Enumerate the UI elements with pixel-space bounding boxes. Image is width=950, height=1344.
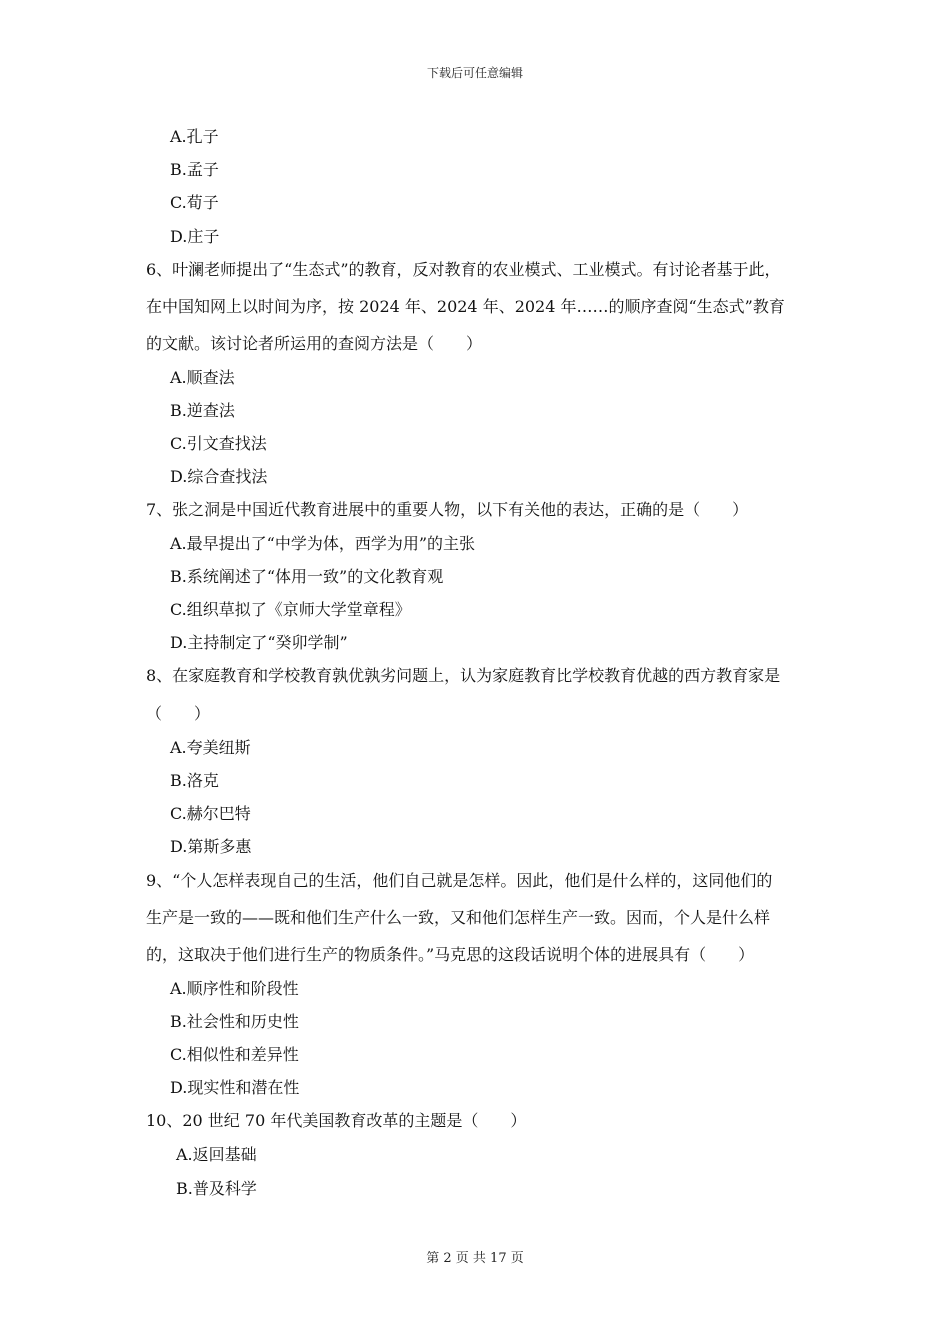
question-9-line-2: 生产是一致的——既和他们生产什么一致，又和他们怎样生产一致。因而，个人是什么样	[146, 908, 771, 927]
option-9a: A.顺序性和阶段性	[170, 979, 299, 998]
option-6b: B.逆查法	[170, 401, 235, 420]
option-7b: B.系统阐述了“体用一致”的文化教育观	[170, 567, 444, 586]
option-9b: B.社会性和历史性	[170, 1012, 299, 1031]
option-5b: B.孟子	[170, 160, 219, 179]
question-9-line-1: 9、“个人怎样表现自己的生活，他们自己就是怎样。因此，他们是什么样的，这同他们的	[146, 871, 773, 890]
option-5c: C.荀子	[170, 193, 219, 212]
option-7a: A.最早提出了“中学为体，西学为用”的主张	[170, 534, 476, 553]
page-header: 下载后可任意编辑	[426, 66, 523, 80]
option-5a: A.孔子	[170, 127, 219, 146]
option-7d: D.主持制定了“癸卯学制”	[170, 633, 348, 652]
option-10a: A.返回基础	[176, 1145, 257, 1164]
page-footer: 第 2 页 共 17 页	[426, 1251, 524, 1266]
question-9-line-3: 的，这取决于他们进行生产的物质条件。”马克思的这段话说明个体的进展具有（ ）	[146, 945, 755, 964]
question-8-line-2: （ ）	[146, 704, 211, 723]
question-10: 10、20 世纪 70 年代美国教育改革的主题是（ ）	[146, 1111, 527, 1130]
option-5d: D.庄子	[170, 227, 220, 246]
question-8-line-1: 8、在家庭教育和学校教育孰优孰劣问题上，认为家庭教育比学校教育优越的西方教育家是	[146, 666, 781, 685]
question-6-line-1: 6、叶澜老师提出了“生态式”的教育，反对教育的农业模式、工业模式。有讨论者基于此，	[146, 260, 781, 279]
question-6-line-2: 在中国知网上以时间为序，按 2024 年、2024 年、2024 年……的顺序查阅“生态式”教育	[146, 297, 785, 316]
option-9c: C.相似性和差异性	[170, 1045, 299, 1064]
option-6a: A.顺查法	[170, 368, 235, 387]
option-8a: A.夸美纽斯	[170, 738, 251, 757]
option-6c: C.引文查找法	[170, 434, 267, 453]
option-6d: D.综合查找法	[170, 467, 268, 486]
option-7c: C.组织草拟了《京师大学堂章程》	[170, 600, 411, 619]
question-6-line-3: 的文献。该讨论者所运用的查阅方法是（ ）	[146, 334, 483, 353]
option-8b: B.洛克	[170, 771, 219, 790]
option-8d: D.第斯多惠	[170, 837, 252, 856]
option-8c: C.赫尔巴特	[170, 804, 251, 823]
question-7: 7、张之洞是中国近代教育进展中的重要人物，以下有关他的表达，正确的是（ ）	[146, 500, 749, 519]
option-9d: D.现实性和潜在性	[170, 1078, 300, 1097]
option-10b: B.普及科学	[176, 1179, 257, 1198]
